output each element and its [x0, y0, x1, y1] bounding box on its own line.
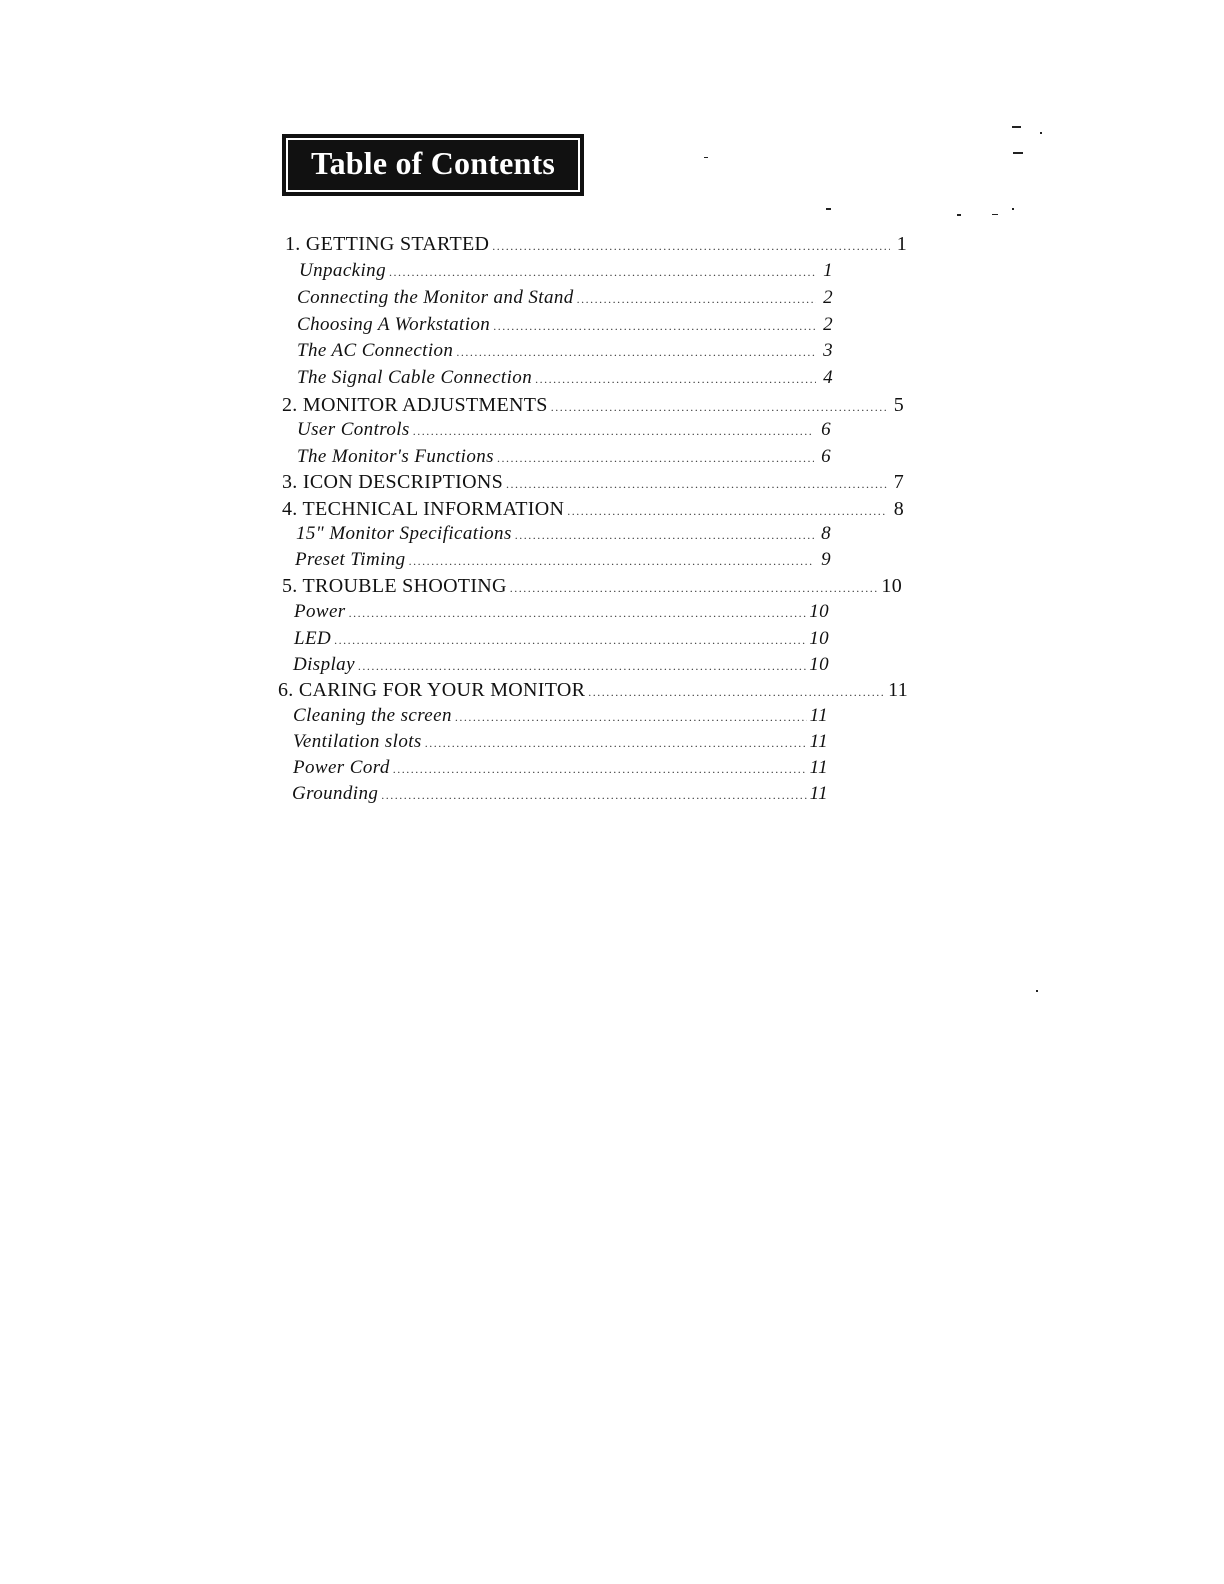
toc-entry-label: Preset Timing [295, 549, 406, 570]
toc-entry[interactable] [285, 232, 907, 256]
toc-dot-leader [510, 576, 879, 600]
toc-page-number: 10 [809, 654, 829, 675]
toc-entry[interactable] [294, 627, 829, 651]
toc-page-number: 10 [809, 601, 829, 622]
toc-entry-label: LED [294, 628, 332, 649]
toc-entry-label: Connecting the Monitor and Stand [297, 287, 574, 308]
toc-entry-label: Unpacking [299, 260, 386, 281]
toc-page-number: 3 [823, 340, 833, 361]
toc-entry-label: Ventilation slots [293, 731, 422, 752]
toc-page-number: 8 [893, 498, 904, 520]
toc-page-number: 1 [896, 233, 907, 255]
toc-dot-leader [358, 654, 806, 678]
toc-entry[interactable] [282, 393, 904, 417]
toc-entry-label: 15" Monitor Specifications [296, 523, 512, 544]
toc-dot-leader [551, 395, 887, 419]
toc-dot-leader [393, 757, 807, 781]
toc-entry[interactable] [297, 366, 833, 390]
toc-dot-leader [493, 314, 816, 338]
toc-entry-label: 6. CARING FOR YOUR MONITOR [278, 679, 586, 701]
toc-entry-label: Power Cord [293, 757, 390, 778]
toc-dot-leader [389, 260, 816, 284]
toc-entry[interactable] [297, 418, 831, 442]
toc-entry-label: The Signal Cable Connection [297, 367, 533, 388]
page-title: Table of Contents [286, 138, 580, 192]
toc-dot-leader [425, 731, 807, 755]
toc-dot-leader [381, 783, 806, 807]
toc-page-number: 8 [821, 523, 831, 544]
toc-dot-leader [506, 472, 887, 496]
toc-dot-leader [567, 499, 887, 523]
toc-page-number: 11 [888, 679, 908, 701]
toc-entry-label: 3. ICON DESCRIPTIONS [282, 471, 504, 493]
toc-page-number: 9 [821, 549, 831, 570]
toc-entry[interactable] [293, 730, 828, 754]
toc-page-number: 11 [809, 783, 828, 804]
toc-dot-leader [515, 523, 814, 547]
toc-page-number: 11 [809, 705, 828, 726]
toc-entry[interactable] [297, 286, 833, 310]
toc-entry-label: Display [293, 654, 355, 675]
toc-dot-leader [535, 367, 816, 391]
toc-entry-label: 1. GETTING STARTED [285, 233, 490, 255]
toc-entry-label: Power [294, 601, 346, 622]
toc-dot-leader [413, 419, 814, 443]
toc-page-number: 1 [823, 260, 833, 281]
toc-entry[interactable] [294, 600, 829, 624]
toc-entry[interactable] [293, 756, 828, 780]
toc-entry[interactable] [297, 339, 833, 363]
toc-page-number: 11 [809, 757, 828, 778]
toc-entry[interactable] [297, 445, 831, 469]
toc-entry-label: User Controls [297, 419, 410, 440]
toc-page-number: 6 [821, 446, 831, 467]
toc-entry[interactable] [282, 497, 904, 521]
toc-page-number: 2 [823, 314, 833, 335]
toc-entry-label: Choosing A Workstation [297, 314, 491, 335]
toc-entry[interactable] [299, 259, 833, 283]
toc-page-number: 10 [881, 575, 902, 597]
toc-entry-label: The AC Connection [297, 340, 454, 361]
toc-page-number: 4 [823, 367, 833, 388]
toc-page-number: 11 [809, 731, 828, 752]
toc-page-number: 7 [893, 471, 904, 493]
toc-dot-leader [577, 287, 816, 311]
toc-entry[interactable] [295, 548, 831, 572]
toc-entry[interactable] [278, 678, 908, 702]
toc-page-number: 2 [823, 287, 833, 308]
toc-entry[interactable] [282, 574, 902, 598]
toc-entry-label: 5. TROUBLE SHOOTING [282, 575, 507, 597]
toc-entry-label: 2. MONITOR ADJUSTMENTS [282, 394, 548, 416]
toc-dot-leader [456, 340, 816, 364]
toc-entry[interactable] [296, 522, 831, 546]
toc-entry[interactable] [297, 313, 833, 337]
toc-page-number: 5 [893, 394, 904, 416]
toc-entry[interactable] [293, 653, 829, 677]
toc-entry-label: 4. TECHNICAL INFORMATION [282, 498, 565, 520]
toc-page-number: 10 [809, 628, 829, 649]
toc-dot-leader [349, 601, 807, 625]
toc-dot-leader [334, 628, 806, 652]
toc-entry[interactable] [292, 782, 828, 806]
toc-page-number: 6 [821, 419, 831, 440]
toc-entry-label: Cleaning the screen [293, 705, 452, 726]
toc-entry-label: The Monitor's Functions [297, 446, 494, 467]
toc-dot-leader [455, 705, 807, 729]
toc-dot-leader [492, 234, 890, 258]
toc-entry-label: Grounding [292, 783, 379, 804]
toc-dot-leader [409, 549, 814, 573]
toc-dot-leader [588, 680, 885, 704]
toc-entry[interactable] [293, 704, 828, 728]
toc-entry[interactable] [282, 470, 904, 494]
toc-dot-leader [497, 446, 814, 470]
